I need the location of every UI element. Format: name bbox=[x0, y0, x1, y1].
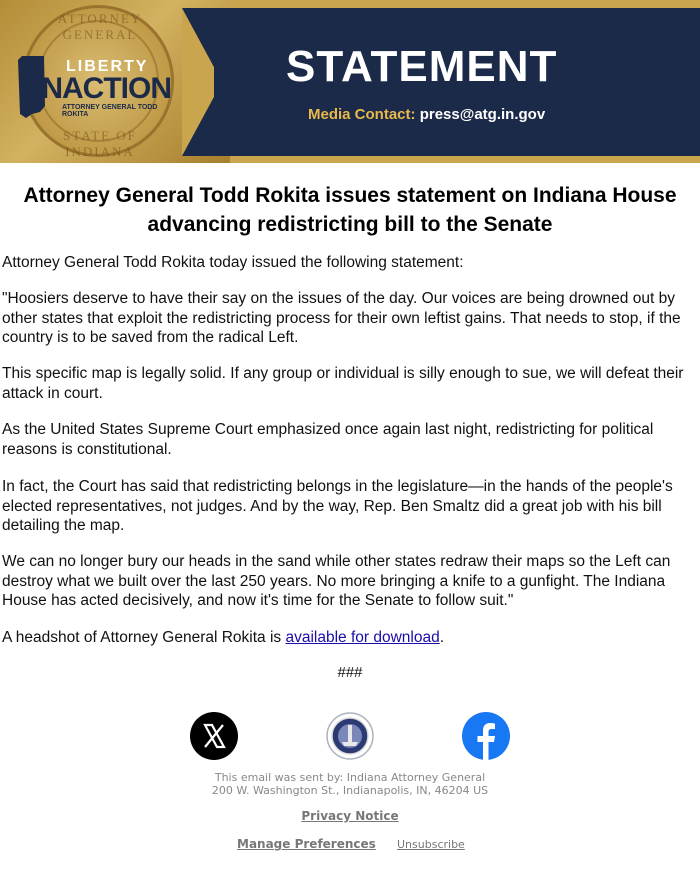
facebook-logo-icon[interactable] bbox=[462, 712, 510, 760]
indiana-ag-seal-icon[interactable] bbox=[326, 712, 374, 760]
seal-glyph bbox=[326, 712, 374, 760]
paragraph-2: This specific map is legally solid. If any group or individual is silly enough to sue, we will defeat their attack in court. bbox=[2, 365, 684, 402]
media-contact bbox=[308, 106, 545, 123]
paragraph-5: We can no longer bury our heads in the sand while other states redraw their maps so the Left can destroy what we built over the last 250 years. No more bringing a knife to a gunfight. The Indiana House has acted decisively, and now it's time for the Senate to follow suit." bbox=[2, 553, 671, 609]
x-logo-icon[interactable] bbox=[190, 712, 238, 760]
seal-bottom-text: STATE OF INDIANA bbox=[63, 128, 137, 159]
logo-liberty-text: LIBERTY bbox=[66, 58, 149, 75]
logo-inaction-text bbox=[34, 72, 171, 106]
navy-chevron-edge bbox=[214, 8, 224, 156]
logo-action-text: ACTION bbox=[62, 72, 171, 105]
logo-subtitle: ATTORNEY GENERAL TODD ROKITA bbox=[62, 104, 158, 118]
paragraph-intro: Attorney General Todd Rokita today issued the following statement: bbox=[2, 254, 464, 271]
liberty-in-action-logo bbox=[18, 56, 178, 120]
seal-top-text: ATTORNEY GENERAL bbox=[57, 11, 143, 42]
article-headline: Attorney General Todd Rokita issues statement on Indiana House advancing redistricting bill to the Senate bbox=[23, 184, 677, 236]
logo-in-text: IN bbox=[34, 72, 62, 105]
statement-title: STATEMENT bbox=[286, 42, 558, 91]
unsubscribe-link[interactable]: Unsubscribe bbox=[397, 838, 465, 851]
manage-preferences-link[interactable]: Manage Preferences bbox=[237, 837, 376, 851]
facebook-glyph bbox=[462, 712, 510, 760]
header-banner bbox=[0, 0, 700, 163]
paragraph-3: As the United States Supreme Court emphasized once again last night, redistricting for political reasons is constitutional. bbox=[2, 421, 654, 458]
paragraph-1: "Hoosiers deserve to have their say on the issues of the day. Our voices are being drowned out by other states that exploit the redistricting process for their own leftist gains. That needs to stop, if the country is to be saved from the radical Left. bbox=[2, 290, 681, 346]
media-contact-label: Media Contact: bbox=[308, 106, 416, 123]
media-contact-email: press@atg.in.gov bbox=[419, 106, 546, 123]
privacy-notice-link[interactable]: Privacy Notice bbox=[301, 809, 399, 823]
x-glyph bbox=[190, 712, 238, 760]
end-separator: ### bbox=[337, 664, 363, 681]
footer-sent-by: This email was sent by: Indiana Attorney General bbox=[214, 771, 486, 784]
headshot-suffix: . bbox=[439, 629, 445, 646]
download-headshot-link[interactable]: available for download bbox=[285, 629, 440, 646]
footer-address: 200 W. Washington St., Indianapolis, IN, 46204 US bbox=[211, 784, 489, 797]
headshot-text: A headshot of Attorney General Rokita is bbox=[2, 629, 286, 646]
paragraph-4: In fact, the Court has said that redistricting belongs in the legislature—in the hands of the people's elected representatives, not judges. And by the way, Rep. Ben Smaltz did a great job with his bill detailing the map. bbox=[2, 478, 673, 534]
headshot-paragraph bbox=[2, 628, 692, 648]
